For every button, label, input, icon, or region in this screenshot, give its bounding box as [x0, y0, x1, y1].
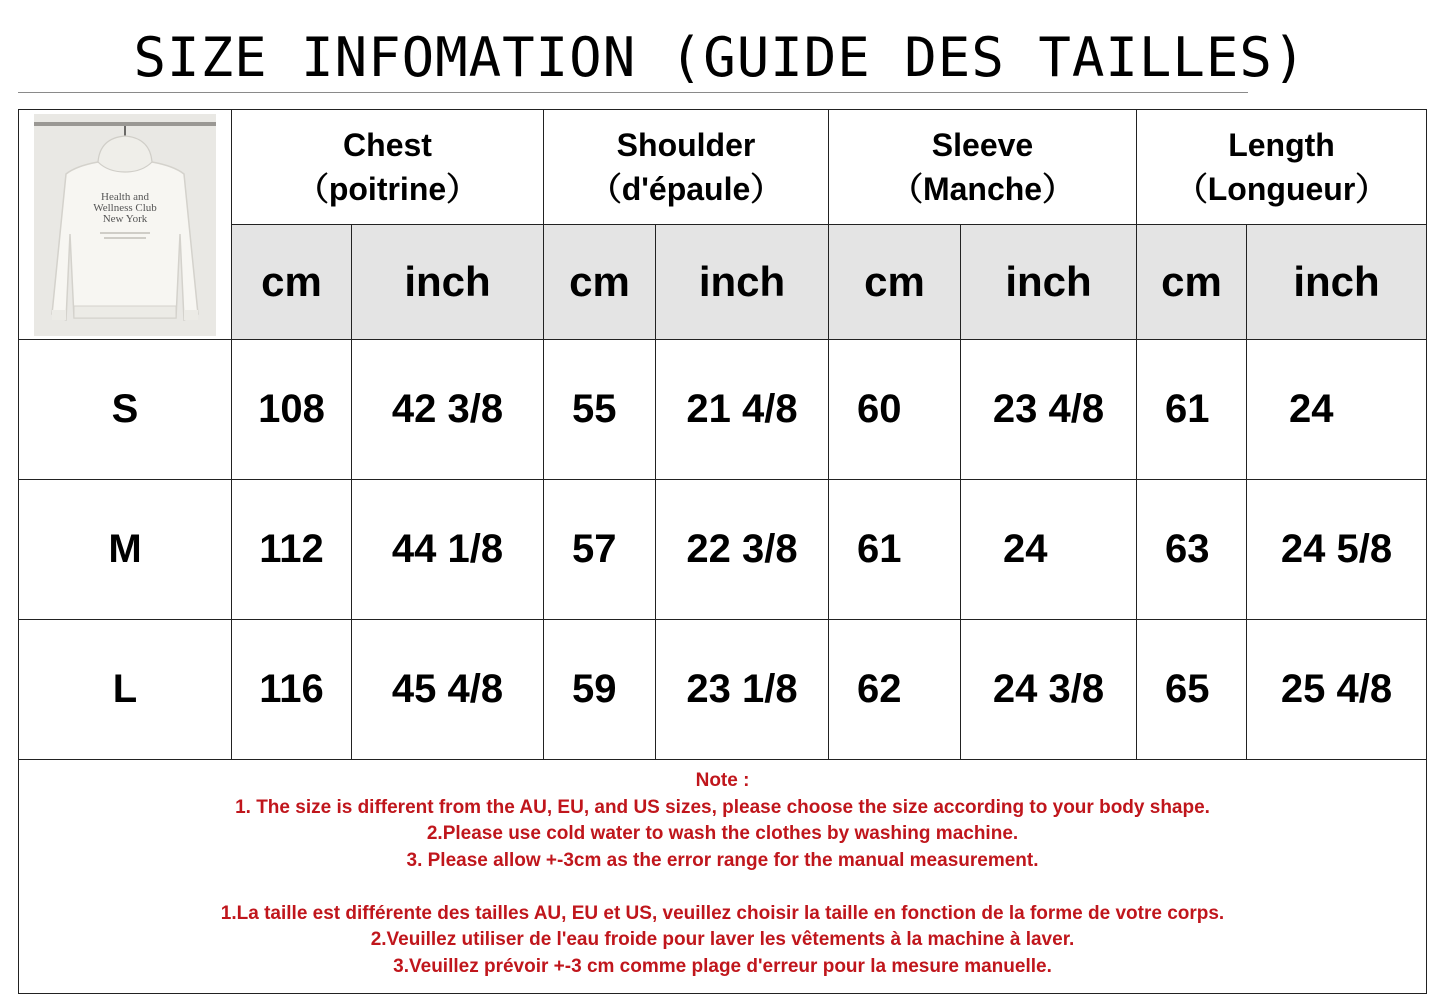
length-cm: 63 — [1137, 480, 1247, 620]
shoulder-inch: 21 4/8 — [656, 340, 829, 480]
chest-inch: 42 3/8 — [352, 340, 544, 480]
note-fr-3: 3.Veuillez prévoir +-3 cm comme plage d'erreur pour la mesure manuelle. — [393, 955, 1052, 977]
sleeve-sub-label: （Manche） — [890, 171, 1075, 207]
sleeve-cm: 60 — [829, 340, 961, 480]
size-chart-table — [18, 109, 1427, 994]
column-header-length — [1137, 110, 1427, 225]
shoulder-sub-label: （d'épaule） — [589, 171, 783, 207]
sleeve-inch: 24 3/8 — [961, 620, 1137, 760]
unit-inch: inch — [656, 225, 829, 340]
hoodie-print-line-3: New York — [102, 212, 148, 225]
column-header-chest — [232, 110, 544, 225]
chest-inch: 45 4/8 — [352, 620, 544, 760]
shoulder-cm: 59 — [544, 620, 656, 760]
column-header-sleeve — [829, 110, 1137, 225]
chest-label: Chest — [343, 127, 432, 163]
unit-cm: cm — [232, 225, 352, 340]
shoulder-cm: 55 — [544, 340, 656, 480]
shoulder-cm: 57 — [544, 480, 656, 620]
length-label: Length — [1228, 127, 1335, 163]
note-block — [19, 760, 1427, 994]
length-inch: 24 5/8 — [1247, 480, 1427, 620]
note-heading: Note : — [695, 770, 750, 791]
unit-cm: cm — [829, 225, 961, 340]
shoulder-inch: 23 1/8 — [656, 620, 829, 760]
title-underline — [18, 92, 1248, 93]
unit-inch: inch — [1247, 225, 1427, 340]
hoodie-image — [34, 114, 216, 336]
size-label: M — [19, 480, 232, 620]
length-cm: 65 — [1137, 620, 1247, 760]
hoodie-print-line-1: Health and — [101, 190, 149, 203]
chest-cm: 108 — [232, 340, 352, 480]
table-row — [19, 340, 1427, 480]
note-fr-2: 2.Veuillez utiliser de l'eau froide pour laver les vêtements à la machine à laver. — [370, 929, 1075, 950]
size-label: S — [19, 340, 232, 480]
unit-cm: cm — [544, 225, 656, 340]
note-fr-1: 1.La taille est différente des tailles AU, EU et US, veuillez choisir la taille en fonction de la forme de votre corps. — [220, 902, 1225, 924]
unit-cm: cm — [1137, 225, 1247, 340]
length-cm: 61 — [1137, 340, 1247, 480]
note-en-3: 3. Please allow +-3cm as the error range for the manual measurement. — [406, 849, 1039, 871]
chest-cm: 112 — [232, 480, 352, 620]
length-inch: 24 — [1247, 340, 1427, 480]
chest-sub-label: （poitrine） — [296, 171, 479, 207]
sleeve-cm: 62 — [829, 620, 961, 760]
note-en-1: 1. The size is different from the AU, EU, and US sizes, please choose the size according to your body shape. — [235, 796, 1210, 818]
size-label: L — [19, 620, 232, 760]
shoulder-inch: 22 3/8 — [656, 480, 829, 620]
sleeve-label: Sleeve — [931, 127, 1034, 163]
shoulder-label: Shoulder — [616, 127, 756, 163]
note-row — [19, 760, 1427, 994]
table-row — [19, 480, 1427, 620]
unit-inch: inch — [961, 225, 1137, 340]
sleeve-inch: 24 — [961, 480, 1137, 620]
chest-cm: 116 — [232, 620, 352, 760]
table-row — [19, 620, 1427, 760]
hoodie-illustration — [34, 114, 216, 336]
hoodie-print-line-2: Wellness Club — [93, 201, 157, 214]
note-spacer — [19, 874, 1426, 901]
column-header-shoulder — [544, 110, 829, 225]
sleeve-cm: 61 — [829, 480, 961, 620]
length-inch: 25 4/8 — [1247, 620, 1427, 760]
sleeve-inch: 23 4/8 — [961, 340, 1137, 480]
header-row — [19, 110, 1427, 225]
product-image-cell — [19, 110, 232, 340]
page-title: SIZE INFOMATION (GUIDE DES TAILLES) — [133, 26, 1307, 89]
chest-inch: 44 1/8 — [352, 480, 544, 620]
unit-inch: inch — [352, 225, 544, 340]
length-sub-label: （Longueur） — [1175, 171, 1388, 207]
note-en-2: 2.Please use cold water to wash the clothes by washing machine. — [426, 823, 1019, 844]
